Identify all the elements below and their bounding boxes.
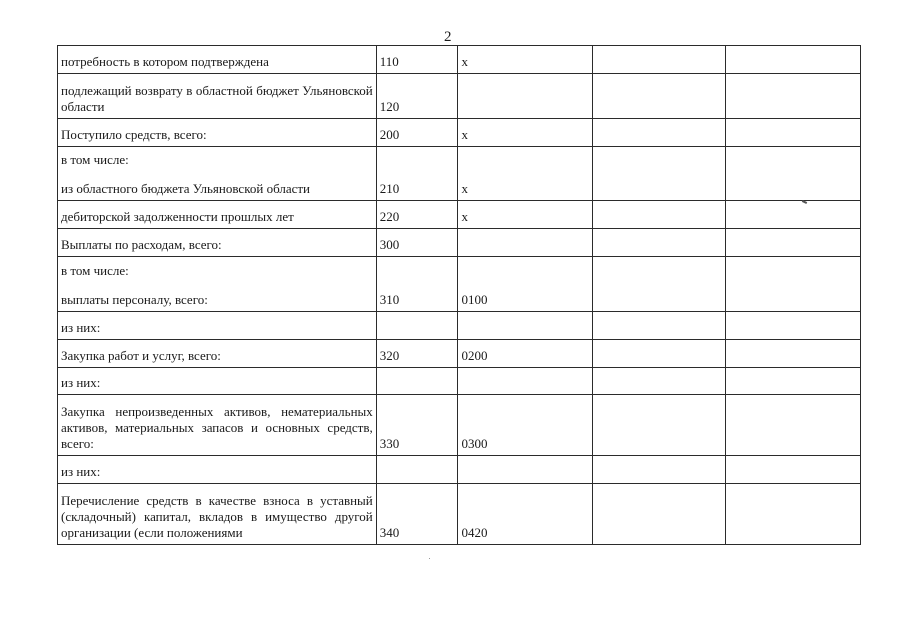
row-value-cell (592, 340, 725, 368)
row-value-cell (592, 368, 725, 395)
row-name-cell: потребность в котором подтверждена (58, 46, 377, 74)
table-row (58, 456, 861, 484)
row-kosgu-cell: 0420 (458, 484, 592, 545)
row-value-cell (592, 74, 725, 119)
row-value-cell (725, 257, 860, 312)
row-code-cell: 320 (376, 340, 458, 368)
row-name-text: из областного бюджета Ульяновской области (61, 181, 311, 196)
row-code-cell: 120 (376, 74, 458, 119)
row-code-cell: 310 (376, 257, 458, 312)
row-name-cell (58, 147, 377, 201)
table-row (58, 229, 861, 257)
row-value-cell (725, 201, 860, 229)
row-name-cell: из них: (58, 312, 377, 340)
table-row (58, 46, 861, 74)
row-kosgu-cell (458, 229, 592, 257)
row-code-cell: 200 (376, 119, 458, 147)
row-code-cell (376, 368, 458, 395)
row-subheading: в том числе: (61, 152, 129, 167)
table-row (58, 484, 861, 545)
row-code-cell (376, 312, 458, 340)
row-value-cell (592, 312, 725, 340)
row-name-cell: Перечисление средств в качестве взноса в уставный (складочный) капитал, вкладов в имущество другой организации (если положениями (58, 484, 377, 545)
row-kosgu-cell (458, 74, 592, 119)
row-value-cell (725, 340, 860, 368)
row-value-cell (725, 312, 860, 340)
row-value-cell (592, 484, 725, 545)
row-kosgu-cell (458, 312, 592, 340)
row-value-cell (592, 229, 725, 257)
scan-dot (429, 558, 430, 559)
row-code-cell: 340 (376, 484, 458, 545)
row-value-cell (592, 147, 725, 201)
table-row (58, 74, 861, 119)
row-kosgu-cell: 0100 (458, 257, 592, 312)
row-value-cell (725, 119, 860, 147)
row-name-cell: Выплаты по расходам, всего: (58, 229, 377, 257)
row-value-cell (725, 229, 860, 257)
table-row (58, 395, 861, 456)
row-kosgu-cell: x (458, 201, 592, 229)
report-table (57, 45, 861, 545)
row-name-cell: дебиторской задолженности прошлых лет (58, 201, 377, 229)
row-value-cell (592, 395, 725, 456)
row-kosgu-cell: x (458, 46, 592, 74)
row-code-cell: 210 (376, 147, 458, 201)
row-value-cell (725, 395, 860, 456)
row-value-cell (725, 484, 860, 545)
row-kosgu-cell: 0300 (458, 395, 592, 456)
row-code-cell: 330 (376, 395, 458, 456)
table-row (58, 147, 861, 201)
row-code-cell: 110 (376, 46, 458, 74)
row-value-cell (592, 46, 725, 74)
table-row (58, 312, 861, 340)
table-row (58, 257, 861, 312)
row-code-cell: 220 (376, 201, 458, 229)
row-subheading: в том числе: (61, 263, 129, 278)
row-name-cell: из них: (58, 368, 377, 395)
row-value-cell (592, 201, 725, 229)
row-value-cell (592, 119, 725, 147)
row-kosgu-cell (458, 456, 592, 484)
table-row (58, 201, 861, 229)
row-value-cell (725, 147, 860, 201)
row-name-cell: Закупка непроизведенных активов, нематериальных активов, материальных запасов и основных средств, всего: (58, 395, 377, 456)
row-kosgu-cell: 0200 (458, 340, 592, 368)
row-kosgu-cell (458, 368, 592, 395)
row-name-cell: из них: (58, 456, 377, 484)
table-row (58, 340, 861, 368)
row-value-cell (725, 368, 860, 395)
row-code-cell (376, 456, 458, 484)
row-value-cell (725, 456, 860, 484)
page-number: 2 (444, 29, 452, 45)
row-kosgu-cell: x (458, 147, 592, 201)
table-row (58, 368, 861, 395)
row-value-cell (725, 74, 860, 119)
row-name-cell (58, 257, 377, 312)
row-code-cell: 300 (376, 229, 458, 257)
row-value-cell (592, 456, 725, 484)
table-row (58, 119, 861, 147)
row-value-cell (725, 46, 860, 74)
row-name-text: выплаты персоналу, всего: (61, 292, 208, 307)
row-kosgu-cell: x (458, 119, 592, 147)
row-value-cell (592, 257, 725, 312)
row-name-cell: Закупка работ и услуг, всего: (58, 340, 377, 368)
row-name-cell: подлежащий возврату в областной бюджет Ульяновской области (58, 74, 377, 119)
row-name-cell: Поступило средств, всего: (58, 119, 377, 147)
